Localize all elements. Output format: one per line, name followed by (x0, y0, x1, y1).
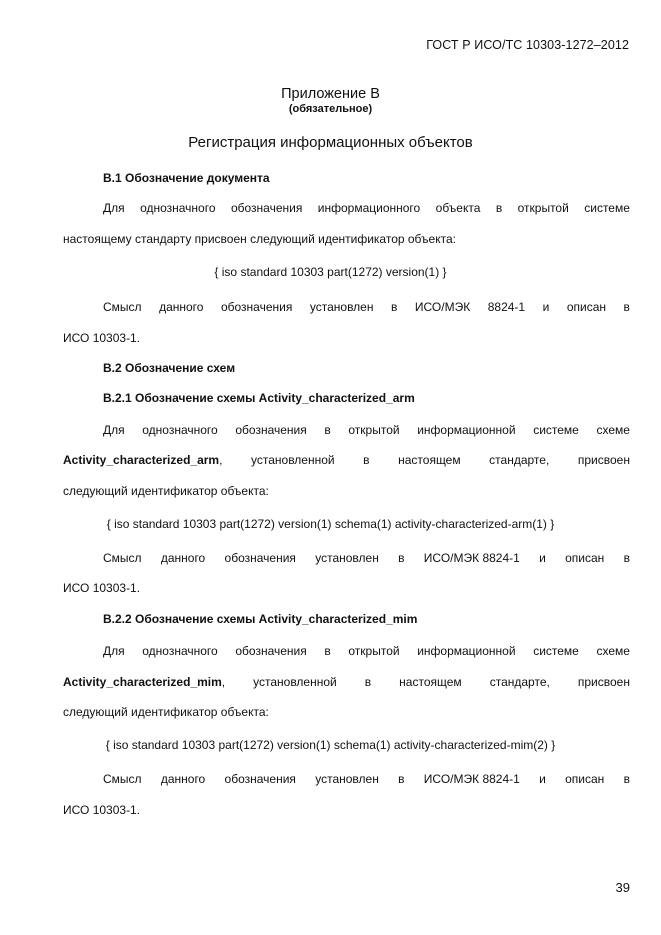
word: Для (103, 201, 125, 215)
b21-paragraph1-line3: следующий идентификатор объекта: (63, 484, 269, 498)
word: однозначного (142, 423, 218, 437)
b21-paragraph2-line2: ИСО 10303-1. (63, 581, 141, 595)
word: Смысл (103, 300, 142, 314)
b22-paragraph2-line2: ИСО 10303-1. (63, 803, 141, 817)
word: информационной (417, 644, 516, 658)
word: ИСО/МЭК 8824-1 (423, 551, 520, 565)
heading-b1: В.1 Обозначение документа (103, 171, 270, 185)
word: описан (566, 300, 607, 314)
heading-b21: В.2.1 Обозначение схемы Activity_characterized_arm (103, 391, 415, 405)
comma: , (219, 453, 223, 467)
word: в (324, 423, 331, 437)
word: в (391, 300, 398, 314)
b21-paragraph2-line1 (103, 551, 630, 565)
b1-paragraph1-line2: настоящему стандарту присвоен следующий идентификатор объекта: (63, 232, 456, 246)
document-code-header: ГОСТ Р ИСО/ТС 10303-1272–2012 (426, 38, 629, 52)
b21-paragraph1-line2 (63, 453, 630, 467)
heading-b2: В.2 Обозначение схем (103, 361, 236, 375)
word: присвоен (577, 453, 630, 467)
word: установлен (309, 300, 374, 314)
word: в (398, 551, 405, 565)
b22-object-identifier: { iso standard 10303 part(1272) version(1) schema(1) activity-characterized-mim(2) } (105, 738, 556, 752)
b1-paragraph2-line1 (103, 300, 630, 314)
heading-b22: В.2.2 Обозначение схемы Activity_characterized_mim (103, 612, 418, 626)
word: присвоен (577, 675, 630, 689)
word: в (623, 300, 630, 314)
word: в (495, 201, 503, 215)
word: и (539, 772, 546, 786)
b21-paragraph1-line1 (103, 423, 630, 437)
word: обозначения (235, 644, 307, 658)
word: ИСО/МЭК (414, 300, 471, 314)
b22-paragraph2-line1 (103, 772, 630, 786)
word: Смысл (103, 551, 142, 565)
b1-paragraph1-line1 (103, 201, 630, 215)
word: системе (533, 423, 579, 437)
section-title: Регистрация информационных объектов (188, 134, 473, 151)
b21-object-identifier: { iso standard 10303 part(1272) version(1) schema(1) activity-characterized-arm(1) } (106, 517, 555, 531)
b22-paragraph1-line3: следующий идентификатор объекта: (63, 705, 269, 719)
word: установленной (253, 675, 337, 689)
word: открытой (517, 201, 569, 215)
b1-object-identifier: { iso standard 10303 part(1272) version(1) } (214, 265, 447, 279)
word: схеме (596, 423, 630, 437)
word: обозначения (235, 423, 307, 437)
word: информационной (417, 423, 516, 437)
word: установлен (315, 551, 379, 565)
word: системе (533, 644, 579, 658)
schema-name-mim: Activity_characterized_mim (63, 675, 222, 689)
word: настоящем (398, 453, 461, 467)
word: обозначения (230, 201, 303, 215)
word: в (398, 772, 405, 786)
word: схеме (596, 644, 630, 658)
word: Для (103, 423, 125, 437)
word: объекта (435, 201, 481, 215)
schema-name-arm: Activity_characterized_arm (63, 453, 220, 467)
word: открытой (348, 423, 400, 437)
word: описан (565, 772, 605, 786)
word: установлен (315, 772, 379, 786)
word: однозначного (142, 644, 218, 658)
word: в (324, 644, 331, 658)
word: и (539, 551, 546, 565)
word: в (623, 551, 630, 565)
word: стандарте, (489, 453, 550, 467)
word: обозначения (220, 300, 293, 314)
word: и (542, 300, 550, 314)
word: данного (160, 772, 206, 786)
word: ИСО/МЭК 8824-1 (423, 772, 520, 786)
word: в (364, 675, 372, 689)
page-number: 39 (615, 880, 630, 895)
word: установленной (251, 453, 335, 467)
b1-paragraph2-line2: ИСО 10303-1. (63, 331, 141, 345)
word: информационного (317, 201, 421, 215)
word: данного (159, 300, 204, 314)
word: обозначения (224, 551, 296, 565)
word: однозначного (140, 201, 216, 215)
b22-paragraph1-line1 (103, 644, 630, 658)
word: стандарте, (489, 675, 550, 689)
word: 8824-1 (487, 300, 526, 314)
word: в (623, 772, 630, 786)
appendix-subtitle: (обязательное) (288, 103, 373, 115)
word: настоящем (399, 675, 462, 689)
word: данного (160, 551, 206, 565)
word: обозначения (224, 772, 296, 786)
appendix-title: Приложение В (281, 86, 380, 102)
b22-paragraph1-line2 (63, 675, 630, 689)
word: описан (565, 551, 605, 565)
word: системе (584, 201, 630, 215)
word: открытой (348, 644, 400, 658)
word: Смысл (103, 772, 142, 786)
comma: , (221, 675, 226, 689)
word: Для (103, 644, 125, 658)
word: в (363, 453, 370, 467)
